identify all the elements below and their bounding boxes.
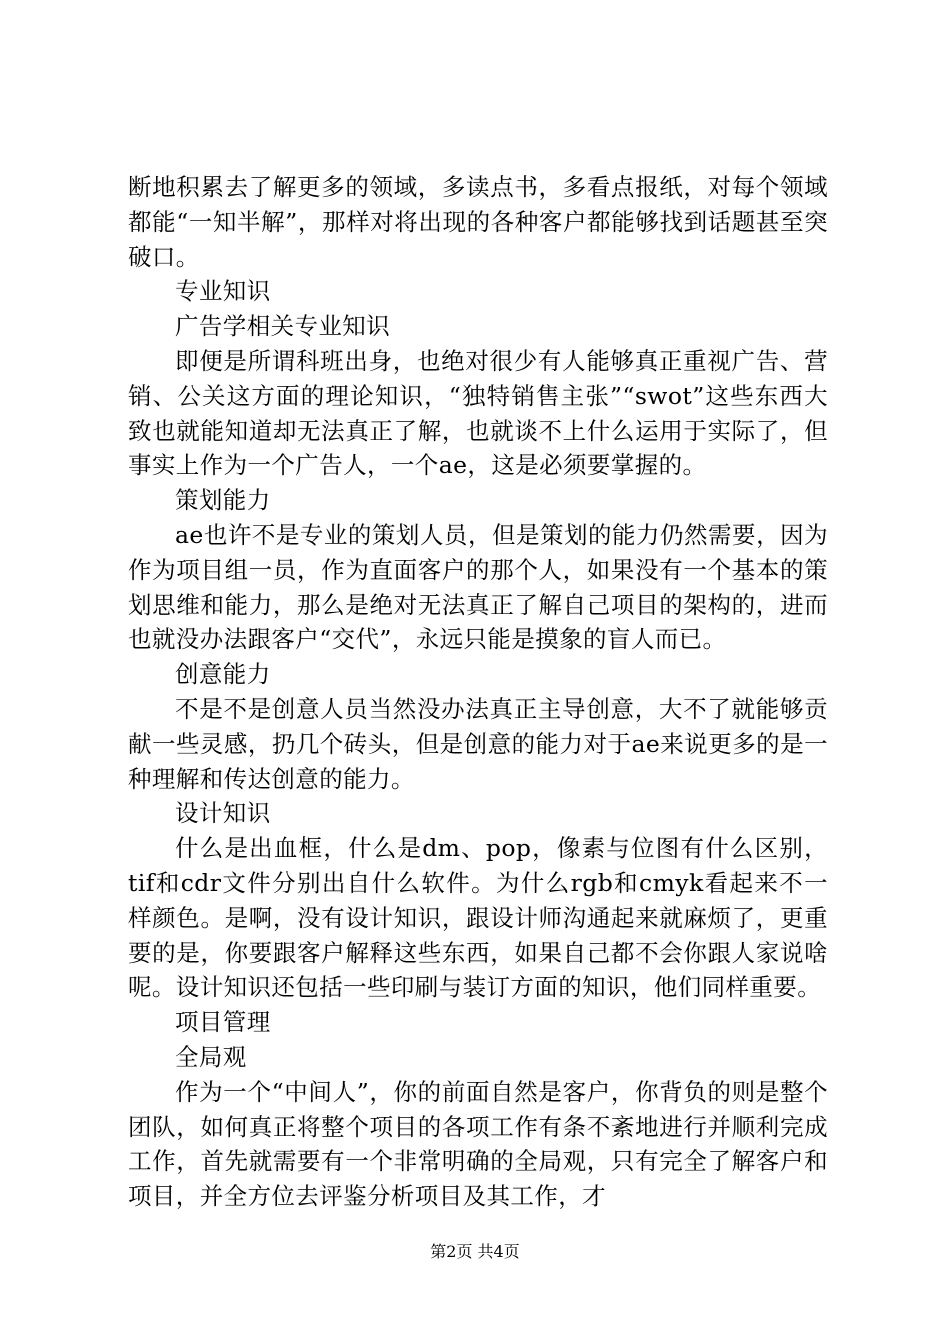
section-heading: 专业知识	[175, 277, 271, 306]
paragraph: 断地积累去了解更多的领域，多读点书，多看点报纸，对每个领域都能“一知半解”，那样对将出现的各种客户都能够找到话题甚至突破口。	[128, 173, 828, 271]
paragraph: 作为一个“中间人”，你的前面自然是客户，你背负的则是整个团队，如何真正将整个项目的各项工作有条不紊地进行并顺利完成工作，首先就需要有一个非常明确的全局观，只有完全了解客户和项目，并全方位去评鉴分析项目及其工作，才	[128, 1077, 828, 1211]
paragraph: 什么是出血框，什么是dm、pop，像素与位图有什么区别，tif和cdr文件分别出自什么软件。为什么rgb和cmyk看起来不一样颜色。是啊，没有设计知识，跟设计师沟通起来就麻烦了，更重要的是，你要跟客户解释这些东西，如果自己都不会你跟人家说啥呢。设计知识还包括一些印刷与装订方面的知识，他们同样重要。	[128, 834, 828, 1002]
paragraph: ae也许不是专业的策划人员，但是策划的能力仍然需要，因为作为项目组一员，作为直面客户的那个人，如果没有一个基本的策划思维和能力，那么是绝对无法真正了解自己项目的架构的，进而也就没办法跟客户“交代”，永远只能是摸象的盲人而已。	[128, 520, 828, 654]
subsection-heading: 创意能力	[175, 660, 271, 689]
subsection-heading: 策划能力	[175, 486, 271, 515]
subsection-heading: 广告学相关专业知识	[175, 312, 391, 341]
document-body	[128, 170, 828, 1214]
paragraph: 即便是所谓科班出身，也绝对很少有人能够真正重视广告、营销、公关这方面的理论知识，“独特销售主张”“swot”这些东西大致也就能知道却无法真正了解，也就谈不上什么运用于实际了，但事实上作为一个广告人，一个ae，这是必须要掌握的。	[128, 346, 828, 480]
paragraph: 不是不是创意人员当然没办法真正主导创意，大不了就能够贡献一些灵感，扔几个砖头，但是创意的能力对于ae来说更多的是一种理解和传达创意的能力。	[128, 694, 828, 793]
subsection-heading: 设计知识	[175, 799, 271, 828]
subsection-heading: 全局观	[175, 1042, 247, 1071]
page-footer	[0, 1242, 950, 1262]
section-heading: 项目管理	[175, 1008, 271, 1037]
page-number: 第2页 共4页	[430, 1242, 520, 1261]
